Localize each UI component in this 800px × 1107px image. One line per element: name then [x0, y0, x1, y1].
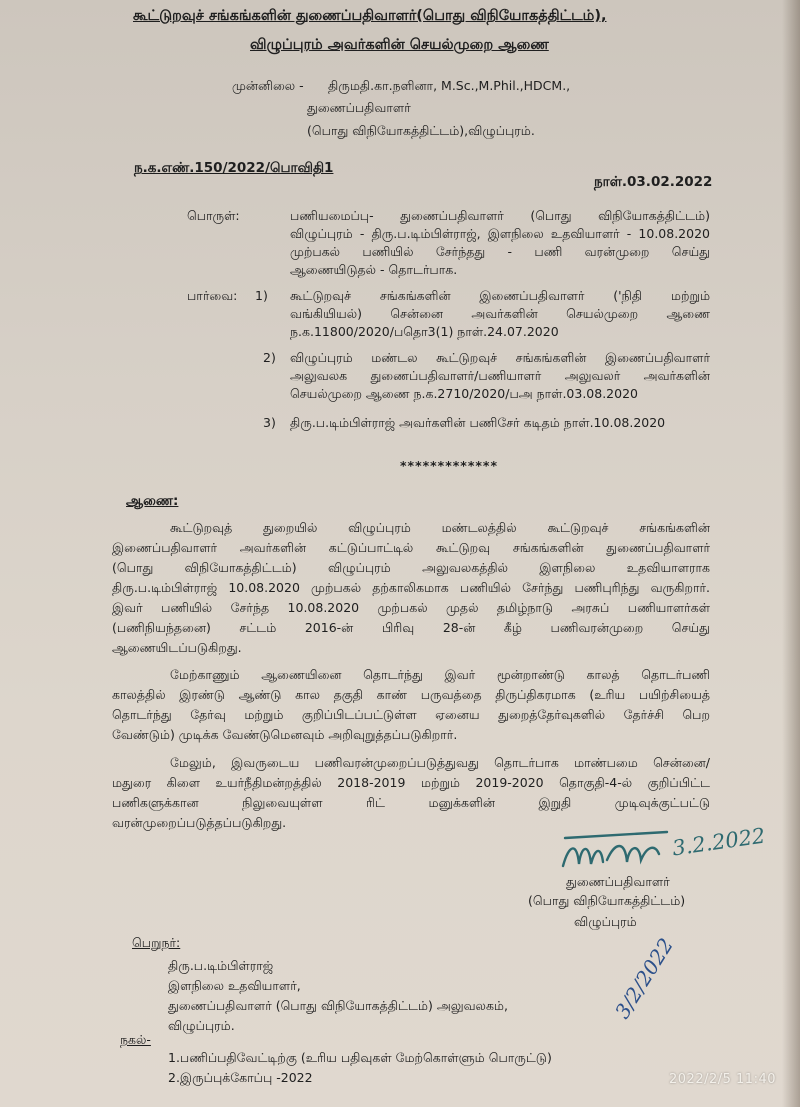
- signatory-office: (பொது விநியோகத்திட்டம்): [528, 893, 686, 908]
- reference-number-1: 1): [255, 288, 268, 303]
- paragraph-3-line: வரன்முறைப்படுத்தப்படுகிறது.: [112, 815, 287, 830]
- order-heading: ஆணை:: [126, 493, 179, 509]
- reference-item-2-line: விழுப்புரம் மண்டல கூட்டுறவுச் சங்கங்களின் இணைப்பதிவாளர்: [290, 350, 710, 365]
- presence-label: முன்னிலை -: [232, 78, 304, 93]
- reference-item-1-line: கூட்டுறவுச் சங்கங்களின் இணைப்பதிவாளர் ('நிதி மற்றும்: [290, 288, 710, 303]
- paragraph-2-line: காலத்தில் இரண்டு ஆண்டு கால தகுதி காண் பருவத்தை திருப்திகரமாக (உரிய பயிற்சியைத்: [112, 687, 710, 702]
- reference-item-2-line: அலுவலக துணைப்பதிவாளர்/பணியாளர் அலுவலர் அவர்களின்: [290, 368, 710, 383]
- presence-office: (பொது விநியோகத்திட்டம்),விழுப்புரம்.: [307, 123, 535, 138]
- paragraph-1-line: திரு.ப.டிம்பிள்ராஜ் 10.08.2020 முற்பகல் தற்காலிகமாக பணியில் சேர்ந்து பணிபுரிந்து வருகிறார்.: [112, 580, 710, 595]
- paragraph-1-line: ஆணையிடப்படுகிறது.: [112, 640, 242, 655]
- reference-item-1-line: வங்கியியல்) சென்னை அவர்களின் செயல்முறை ஆணை: [290, 306, 710, 321]
- handwritten-initials: 3/2/2022: [610, 933, 678, 1023]
- copy-item: 2.இருப்புக்கோப்பு -2022: [168, 1070, 313, 1085]
- signatory-designation: துணைப்பதிவாளர்: [566, 874, 670, 889]
- reference-number-3: 3): [263, 415, 276, 430]
- paragraph-2-line: மேற்காணும் ஆணையினை தொடர்ந்து இவர் மூன்றாண்டு காலத் தொடர்பணி: [170, 667, 710, 682]
- paragraph-1-line: இவர் பணியில் சேர்ந்த 10.08.2020 முற்பகல் முதல் தமிழ்நாடு அரசுப் பணியாளர்கள்: [112, 600, 710, 615]
- presence-name: திருமதி.கா.நளினா, M.Sc.,M.Phil.,HDCM.,: [328, 78, 571, 93]
- paragraph-1-line: கூட்டுறவுத் துறையில் விழுப்புரம் மண்டலத்தில் கூட்டுறவுச் சங்கங்களின்: [170, 520, 710, 535]
- signatory-place: விழுப்புரம்: [574, 914, 637, 929]
- references-label: பார்வை:: [187, 288, 238, 303]
- subject-line: முற்பகல் பணியில் சேர்ந்தது - பணி வரன்முறை செய்து: [290, 244, 710, 259]
- paragraph-1-line: (பொது விநியோகத்திட்டம்) விழுப்புரம் அலுவலகத்தில் இளநிலை உதவியாளராக: [112, 560, 710, 575]
- subject-line: விழுப்புரம் - திரு.ப.டிம்பிள்ராஜ், இளநிலை உதவியாளர் - 10.08.2020: [290, 226, 710, 241]
- paragraph-2-line: தொடர்ந்து தேர்வு மற்றும் குறிப்பிடப்பட்டுள்ள ஏனைய துறைத்தேர்வுகளில் தேர்ச்சி பெற: [112, 707, 710, 722]
- separator: *************: [400, 458, 498, 473]
- paragraph-3-line: மேலும், இவருடைய பணிவரன்முறைப்படுத்துவது தொடர்பாக மாண்பமை சென்னை/: [170, 755, 710, 770]
- recipient-line: துணைப்பதிவாளர் (பொது விநியோகத்திட்டம்) அலுவலகம்,: [168, 998, 508, 1013]
- header-line-1: கூட்டுறவுச் சங்கங்களின் துணைப்பதிவாளர்(பொது விநியோகத்திட்டம்),: [133, 8, 607, 24]
- subject-line: பணியமைப்பு- துணைப்பதிவாளர் (பொது விநியோகத்திட்டம்): [290, 208, 710, 223]
- paragraph-2-line: வேண்டும்) முடிக்க வேண்டுமெனவும் அறிவுறுத்தப்படுகிறார்.: [112, 727, 458, 742]
- paragraph-1-line: (பணிநியந்தனை) சட்டம் 2016-ன் பிரிவு 28-ன் கீழ் பணிவரன்முறை செய்து: [112, 620, 710, 635]
- copy-item: 1.பணிப்பதிவேட்டிற்கு (உரிய பதிவுகள் மேற்கொள்ளும் பொருட்டு): [168, 1050, 552, 1065]
- reference-item-1-line: ந.க.11800/2020/பதொ3(1) நாள்.24.07.2020: [290, 324, 559, 339]
- subject-label: பொருள்:: [187, 208, 240, 223]
- recipient-line: இளநிலை உதவியாளர்,: [168, 978, 301, 993]
- presence-designation: துணைப்பதிவாளர்: [307, 100, 411, 115]
- paragraph-1-line: இணைப்பதிவாளர் அவர்களின் கட்டுப்பாட்டில் கூட்டுறவு சங்கங்களின் துணைப்பதிவாளர்: [112, 540, 710, 555]
- paragraph-3-line: பணிகளுக்கான நிலுவையுள்ள ரிட் மனுக்களின் இறுதி முடிவுக்குட்பட்டு: [112, 795, 710, 810]
- paragraph-3-line: மதுரை கிளை உயர்நீதிமன்றத்தில் 2018-2019 மற்றும் 2019-2020 தொகுதி-4-ல் குறிப்பிட்ட: [112, 775, 710, 790]
- photo-timestamp: 2022/2/5 11:40: [669, 1072, 776, 1087]
- subject-line: ஆணையிடுதல் - தொடர்பாக.: [290, 262, 458, 277]
- reference-item-3-line: திரு.ப.டிம்பிள்ராஜ் அவர்களின் பணிசேர் கடிதம் நாள்.10.08.2020: [290, 415, 666, 430]
- reference-number: ந.க.எண்.150/2022/பொவிதி1: [134, 160, 334, 176]
- page-shadow: [782, 0, 800, 1107]
- copy-label: நகல்-: [120, 1032, 151, 1047]
- reference-number-2: 2): [263, 350, 276, 365]
- recipient-line: திரு.ப.டிம்பிள்ராஜ்: [168, 958, 274, 973]
- order-date: நாள்.03.02.2022: [594, 174, 713, 190]
- recipient-line: விழுப்புரம்.: [168, 1018, 235, 1033]
- signature-date: 3.2.2022: [670, 823, 767, 861]
- header-line-2: விழுப்புரம் அவர்களின் செயல்முறை ஆணை: [250, 37, 549, 53]
- reference-item-2-line: செயல்முறை ஆணை ந.க.2710/2020/பஅ நாள்.03.08.2020: [290, 386, 638, 401]
- recipient-label: பெறுநர்:: [132, 935, 181, 950]
